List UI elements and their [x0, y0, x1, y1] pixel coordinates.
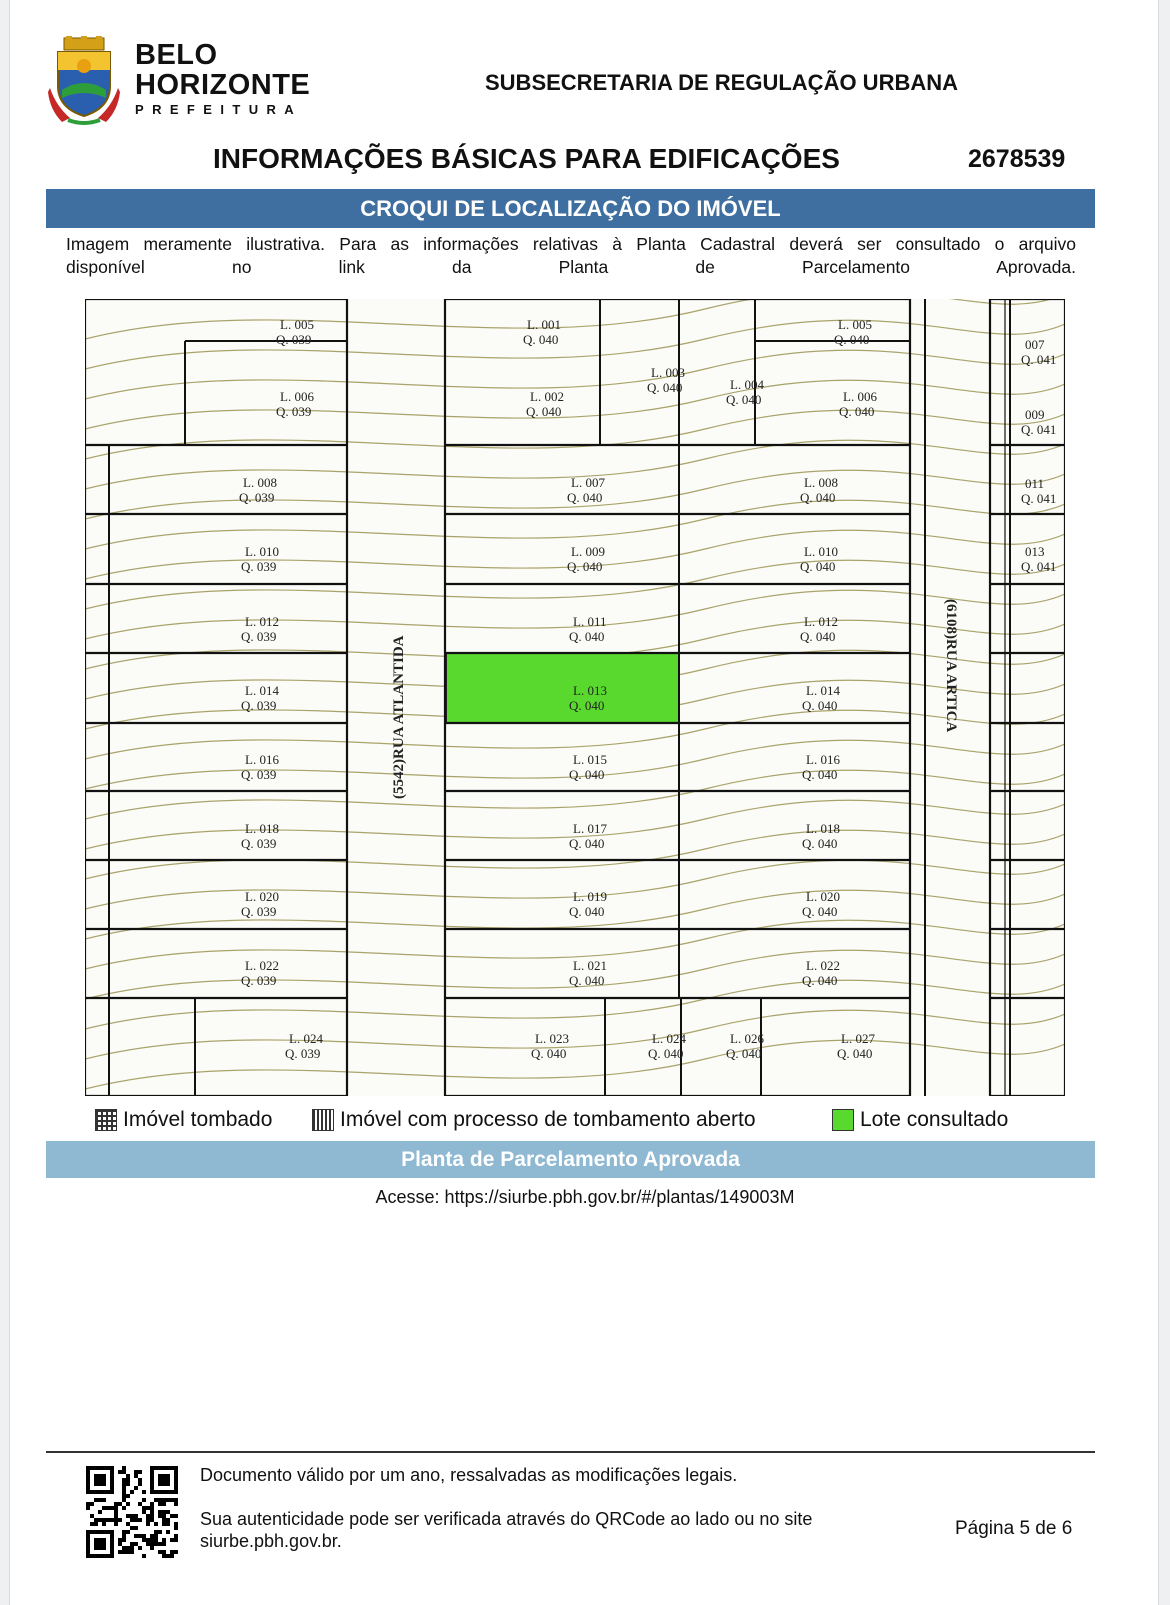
lot-label: L. 022 [806, 958, 840, 973]
qr-module [134, 1518, 138, 1522]
qr-module [118, 1470, 122, 1474]
qr-module [142, 1554, 146, 1558]
qr-module [134, 1542, 138, 1546]
lot-label: L. 018 [245, 821, 279, 836]
lot-label: L. 014 [806, 683, 840, 698]
qr-module [166, 1554, 170, 1558]
qr-module [126, 1546, 130, 1550]
qr-module [150, 1538, 154, 1542]
lot-label: 007 [1025, 337, 1045, 352]
qr-module [138, 1478, 142, 1482]
qr-module [162, 1510, 166, 1514]
lot-label: L. 011 [573, 614, 607, 629]
block-label: Q. 040 [802, 836, 838, 851]
lot-label: L. 017 [573, 821, 607, 836]
contour-line [85, 320, 1065, 369]
qr-module [166, 1510, 170, 1514]
legend-item-consultado [832, 1108, 1008, 1132]
legend-label-tombado: Imóvel tombado [123, 1108, 273, 1131]
belo-horizonte-coat-of-arms-logo [48, 36, 120, 126]
lot-label: L. 027 [841, 1031, 875, 1046]
block-label: Q. 040 [569, 836, 605, 851]
qr-finder-center [94, 1474, 106, 1486]
qr-module [142, 1538, 146, 1542]
authenticity-note [200, 1508, 812, 1552]
qr-module [174, 1534, 178, 1538]
qr-module [118, 1518, 122, 1522]
qr-module [114, 1510, 118, 1514]
qr-module [154, 1498, 158, 1502]
qr-module [166, 1530, 170, 1534]
authenticity-line-1: Sua autenticidade pode ser verificada através do QRCode ao lado ou no site [200, 1509, 813, 1529]
block-label: Q. 040 [802, 698, 838, 713]
block-label: Q. 039 [239, 490, 275, 505]
qr-module [162, 1502, 166, 1506]
contour-line [85, 1010, 1065, 1059]
contour-line [85, 500, 1065, 549]
brand-line-horizonte: HORIZONTE [135, 69, 311, 101]
qr-module [90, 1502, 94, 1506]
qr-module [126, 1494, 130, 1498]
qr-module [150, 1518, 154, 1522]
block-label: Q. 040 [802, 973, 838, 988]
block-label: Q. 039 [241, 629, 277, 644]
qr-module [130, 1546, 134, 1550]
lot-label: 009 [1025, 407, 1045, 422]
qr-module [142, 1506, 146, 1510]
qr-module [138, 1546, 142, 1550]
qr-module [122, 1546, 126, 1550]
qr-module [162, 1542, 166, 1546]
qr-module [162, 1554, 166, 1558]
qr-module [146, 1506, 150, 1510]
qr-module [154, 1542, 158, 1546]
street-name-rua-artica: (6108)RUA ARTICA [943, 599, 959, 733]
block-label: Q. 039 [241, 698, 277, 713]
qr-module [138, 1534, 142, 1538]
lot-label: L. 006 [843, 389, 877, 404]
qr-module [162, 1550, 166, 1554]
qr-module [146, 1522, 150, 1526]
qr-module [162, 1538, 166, 1542]
lot-label: L. 016 [806, 752, 840, 767]
qr-module [122, 1486, 126, 1490]
footer-divider [46, 1451, 1095, 1453]
qr-module [114, 1506, 118, 1510]
qr-module [122, 1490, 126, 1494]
qr-module [154, 1522, 158, 1526]
lot-label: L. 020 [245, 889, 279, 904]
block-label: Q. 039 [241, 767, 277, 782]
document-title: INFORMAÇÕES BÁSICAS PARA EDIFICAÇÕES [213, 143, 840, 174]
qr-module [134, 1470, 138, 1474]
lot-label: L. 003 [651, 365, 685, 380]
qr-module [142, 1510, 146, 1514]
lot-label: 011 [1025, 476, 1045, 491]
qr-module [106, 1518, 110, 1522]
qr-module [102, 1522, 106, 1526]
qr-module [102, 1506, 106, 1510]
authenticity-qr-code[interactable] [86, 1466, 178, 1558]
qr-module [122, 1470, 126, 1474]
block-label: Q. 041 [1021, 491, 1057, 506]
lot-label: L. 021 [573, 958, 607, 973]
block-label: Q. 039 [241, 904, 277, 919]
contour-line [85, 410, 1065, 459]
qr-module [150, 1506, 154, 1510]
block-label: Q. 040 [648, 1046, 684, 1061]
qr-module [110, 1518, 114, 1522]
block-label: Q. 040 [802, 767, 838, 782]
qr-module [118, 1542, 122, 1546]
qr-module [130, 1518, 134, 1522]
brand-line-belo: BELO [135, 39, 218, 71]
block-label: Q. 040 [569, 629, 605, 644]
qr-module [142, 1498, 146, 1502]
block-label: Q. 040 [569, 698, 605, 713]
page-frame-left [0, 0, 10, 1605]
approved-plan-bar: Planta de Parcelamento Aprovada [46, 1141, 1095, 1178]
qr-module [174, 1514, 178, 1518]
block-label: Q. 040 [839, 404, 875, 419]
street-name-rua-atlantida: (5542)RUA ATLANTIDA [391, 635, 407, 799]
qr-module [122, 1538, 126, 1542]
qr-module [154, 1534, 158, 1538]
qr-module [134, 1514, 138, 1518]
qr-module [130, 1542, 134, 1546]
qr-module [130, 1490, 134, 1494]
qr-module [142, 1490, 146, 1494]
brand-name [135, 40, 310, 117]
qr-module [118, 1550, 122, 1554]
qr-module [174, 1538, 178, 1542]
contour-line [85, 380, 1065, 429]
block-label: Q. 040 [800, 629, 836, 644]
lot-label: L. 001 [527, 317, 561, 332]
illustrative-notice [66, 233, 1076, 279]
block-label: Q. 040 [800, 490, 836, 505]
block-label: Q. 040 [523, 332, 559, 347]
block-label: Q. 040 [569, 904, 605, 919]
qr-module [118, 1502, 122, 1506]
block-label: Q. 040 [569, 767, 605, 782]
legend-item-tombado [95, 1108, 272, 1132]
lot-label: L. 015 [573, 752, 607, 767]
block-label: Q. 040 [647, 380, 683, 395]
highlighted-lot-013 [446, 653, 679, 723]
qr-module [126, 1514, 130, 1518]
lot-label: L. 005 [838, 317, 872, 332]
qr-module [158, 1542, 162, 1546]
qr-module [90, 1514, 94, 1518]
qr-module [142, 1534, 146, 1538]
lot-label: L. 016 [245, 752, 279, 767]
qr-module [150, 1514, 154, 1518]
qr-module [158, 1502, 162, 1506]
contour-line [85, 299, 1065, 339]
block-label: Q. 040 [834, 332, 870, 347]
lot-label: L. 006 [280, 389, 314, 404]
qr-module [170, 1514, 174, 1518]
notice-line-1: Imagem meramente ilustrativa. Para as informações relativas à Planta Cadastral deverá ser consultado o arquivo [66, 234, 1076, 254]
location-sketch-map [85, 299, 1065, 1096]
qr-module [98, 1510, 102, 1514]
qr-module [114, 1514, 118, 1518]
qr-module [158, 1514, 162, 1518]
block-label: Q. 041 [1021, 422, 1057, 437]
block-label: Q. 040 [567, 490, 603, 505]
lot-label: L. 009 [571, 544, 605, 559]
lot-label: L. 012 [245, 614, 279, 629]
block-label: Q. 039 [241, 836, 277, 851]
qr-module [146, 1518, 150, 1522]
qr-module [170, 1550, 174, 1554]
lot-label: L. 002 [530, 389, 564, 404]
qr-module [126, 1502, 130, 1506]
qr-module [126, 1478, 130, 1482]
qr-module [170, 1538, 174, 1542]
block-label: Q. 039 [241, 973, 277, 988]
qr-module [130, 1514, 134, 1518]
qr-module [126, 1522, 130, 1526]
qr-module [166, 1498, 170, 1502]
qr-module [138, 1470, 142, 1474]
qr-module [102, 1518, 106, 1522]
lot-label: L. 010 [804, 544, 838, 559]
lot-label: 013 [1025, 544, 1045, 559]
qr-module [122, 1498, 126, 1502]
lot-label: L. 024 [289, 1031, 323, 1046]
lot-label: L. 019 [573, 889, 607, 904]
qr-module [122, 1534, 126, 1538]
qr-finder-center [158, 1474, 170, 1486]
block-label: Q. 041 [1021, 559, 1057, 574]
qr-module [150, 1534, 154, 1538]
block-label: Q. 040 [802, 904, 838, 919]
qr-module [154, 1530, 158, 1534]
qr-module [126, 1474, 130, 1478]
qr-module [166, 1522, 170, 1526]
approved-plan-link[interactable]: Acesse: https://siurbe.pbh.gov.br/#/plantas/149003M [375, 1187, 795, 1207]
processo-swatch [312, 1109, 334, 1131]
subsecretaria-heading: SUBSECRETARIA DE REGULAÇÃO URBANA [485, 70, 959, 95]
qr-module [86, 1506, 90, 1510]
block-label: Q. 040 [569, 973, 605, 988]
qr-module [134, 1474, 138, 1478]
qr-module [126, 1482, 130, 1486]
block-label: Q. 040 [726, 392, 762, 407]
lot-label: L. 007 [571, 475, 605, 490]
qr-module [150, 1502, 154, 1506]
lot-label: L. 018 [806, 821, 840, 836]
qr-module [122, 1550, 126, 1554]
qr-module [122, 1506, 126, 1510]
block-label: Q. 041 [1021, 352, 1057, 367]
qr-module [146, 1542, 150, 1546]
qr-module [146, 1538, 150, 1542]
qr-module [162, 1518, 166, 1522]
page-number: Página 5 de 6 [955, 1518, 1073, 1539]
qr-module [90, 1522, 94, 1526]
qr-module [130, 1550, 134, 1554]
lot-label: L. 022 [245, 958, 279, 973]
qr-module [138, 1518, 142, 1522]
lot-label: L. 012 [804, 614, 838, 629]
qr-module [162, 1498, 166, 1502]
authenticity-line-2: siurbe.pbh.gov.br. [200, 1531, 342, 1551]
tombado-swatch [95, 1109, 117, 1131]
qr-module [126, 1530, 130, 1534]
qr-module [110, 1506, 114, 1510]
contour-line [85, 350, 1065, 399]
lot-label: L. 014 [245, 683, 279, 698]
lot-label: L. 008 [804, 475, 838, 490]
qr-module [150, 1546, 154, 1550]
qr-module [98, 1518, 102, 1522]
brand-line-prefeitura: PREFEITURA [135, 102, 303, 117]
qr-module [126, 1550, 130, 1554]
lot-label: L. 008 [243, 475, 277, 490]
qr-module [174, 1550, 178, 1554]
block-label: Q. 040 [567, 559, 603, 574]
block-label: Q. 040 [800, 559, 836, 574]
qr-module [174, 1522, 178, 1526]
block-label: Q. 040 [837, 1046, 873, 1061]
lot-label: L. 024 [652, 1031, 686, 1046]
qr-finder-center [94, 1538, 106, 1550]
qr-module [134, 1534, 138, 1538]
qr-module [122, 1530, 126, 1534]
qr-module [122, 1478, 126, 1482]
qr-module [158, 1510, 162, 1514]
qr-module [158, 1530, 162, 1534]
qr-module [134, 1486, 138, 1490]
page-frame-right [1158, 0, 1170, 1605]
qr-module [86, 1502, 90, 1506]
qr-module [170, 1554, 174, 1558]
lot-label: L. 004 [730, 377, 764, 392]
contour-line [85, 1040, 1065, 1089]
qr-module [122, 1466, 126, 1470]
qr-module [174, 1498, 178, 1502]
block-label: Q. 040 [526, 404, 562, 419]
qr-module [170, 1498, 174, 1502]
qr-module [174, 1526, 178, 1530]
qr-module [98, 1498, 102, 1502]
qr-module [158, 1498, 162, 1502]
section-bar-croqui: CROQUI DE LOCALIZAÇÃO DO IMÓVEL [46, 189, 1095, 228]
lot-label: L. 005 [280, 317, 314, 332]
qr-module [114, 1502, 118, 1506]
qr-module [122, 1482, 126, 1486]
qr-module [102, 1498, 106, 1502]
qr-module [154, 1538, 158, 1542]
lot-label: L. 013 [573, 683, 607, 698]
qr-module [114, 1518, 118, 1522]
validity-note: Documento válido por um ano, ressalvadas as modificações legais. [200, 1465, 738, 1485]
lot-label: L. 020 [806, 889, 840, 904]
notice-line-2: disponível no link da Planta de Parcelamento Aprovada. [66, 257, 1076, 277]
qr-module [138, 1482, 142, 1486]
lot-label: L. 026 [730, 1031, 764, 1046]
lot-label: L. 023 [535, 1031, 569, 1046]
qr-module [114, 1522, 118, 1526]
qr-module [166, 1518, 170, 1522]
block-label: Q. 040 [531, 1046, 567, 1061]
legend-label-processo: Imóvel com processo de tombamento aberto [340, 1108, 756, 1131]
qr-module [94, 1518, 98, 1522]
qr-module [134, 1526, 138, 1530]
qr-module [150, 1510, 154, 1514]
block-label: Q. 039 [241, 559, 277, 574]
qr-module [174, 1502, 178, 1506]
qr-module [130, 1526, 134, 1530]
qr-module [122, 1494, 126, 1498]
cadastral-map-svg [85, 299, 1065, 1096]
block-label: Q. 039 [276, 332, 312, 347]
qr-module [138, 1502, 142, 1506]
legend-item-processo [312, 1108, 756, 1132]
qr-module [158, 1550, 162, 1554]
qr-module [106, 1506, 110, 1510]
qr-module [94, 1522, 98, 1526]
qr-module [118, 1538, 122, 1542]
map-legend [95, 1108, 1075, 1138]
consultado-swatch [832, 1109, 854, 1131]
document-number: 2678539 [968, 145, 1066, 173]
block-label: Q. 039 [276, 404, 312, 419]
lot-label: L. 010 [245, 544, 279, 559]
block-label: Q. 039 [285, 1046, 321, 1061]
legend-label-consultado: Lote consultado [860, 1108, 1009, 1131]
qr-module [146, 1514, 150, 1518]
block-label: Q. 040 [726, 1046, 762, 1061]
qr-module [162, 1514, 166, 1518]
qr-module [150, 1542, 154, 1546]
qr-module [162, 1522, 166, 1526]
qr-module [94, 1498, 98, 1502]
